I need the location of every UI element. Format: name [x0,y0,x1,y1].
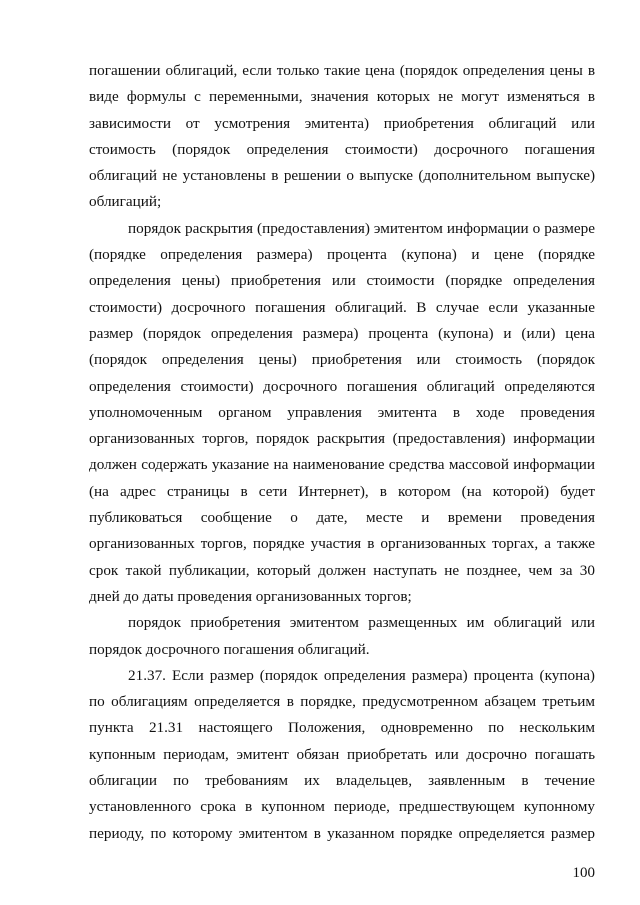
text-line: (порядок определения цены) приобретения или стоимость (порядок [89,351,595,369]
text-line: порядок досрочного погашения облигаций. [89,640,370,658]
text-line: стоимости) досрочного погашения облигаций. В случае если указанные [89,298,595,316]
text-line: (порядке определения размера) процента (купона) и цене (порядке [89,246,595,264]
text-line: 21.37. Если размер (порядок определения размера) процента (купона) [128,666,595,684]
text-line: виде формулы с переменными, значения которых не могут изменяться в [89,88,595,106]
text-line: уполномоченным органом управления эмитента в ходе проведения [89,403,595,421]
page-number: 100 [572,865,595,881]
text-line: пункта 21.31 настоящего Положения, одновременно по нескольким [89,719,595,737]
text-line: купонным периодам, эмитент обязан приобретать или досрочно погашать [89,745,595,763]
text-line: срок такой публикации, который должен наступать не позднее, чем за 30 [89,561,595,579]
text-line: порядок приобретения эмитентом размещенных им облигаций или [128,614,595,632]
text-line: облигаций не установлены в решении о выпуске (дополнительном выпуске) [89,167,595,185]
text-line: определения стоимости) досрочного погашения облигаций определяются [89,377,595,395]
text-line: определения цены) приобретения или стоимости (порядке определения [89,272,595,290]
text-line: зависимости от усмотрения эмитента) приобретения облигаций или [89,114,595,132]
text-line: публиковаться сообщение о дате, месте и времени проведения [89,509,595,527]
text-line: (на адрес страницы в сети Интернет), в котором (на которой) будет [89,482,595,500]
text-line: организованных торгов, порядок раскрытия (предоставления) информации [89,430,595,448]
text-line: по облигациям определяется в порядке, предусмотренном абзацем третьим [89,693,595,711]
text-line: погашении облигаций, если только такие цена (порядок определения цены в [89,62,595,79]
document-body [89,58,595,847]
text-line: организованных торгов, порядке участия в организованных торгах, а также [89,535,595,553]
text-line: установленного срока в купонном периоде, предшествующем купонному [89,798,595,816]
text-line: облигации по требованиям их владельцев, заявленным в течение [89,772,595,790]
text-line: дней до даты проведения организованных торгов; [89,587,412,605]
text-line: должен содержать указание на наименование средства массовой информации [89,456,595,474]
text-line: размер (порядок определения размера) процента (купона) и (или) цена [89,324,595,342]
text-line: порядок раскрытия (предоставления) эмитентом информации о размере [128,219,595,237]
text-line: облигаций; [89,193,162,211]
text-line: периоду, по которому эмитентом в указанном порядке определяется размер [89,824,595,842]
text-line: стоимость (порядок определения стоимости) досрочного погашения [89,140,595,158]
